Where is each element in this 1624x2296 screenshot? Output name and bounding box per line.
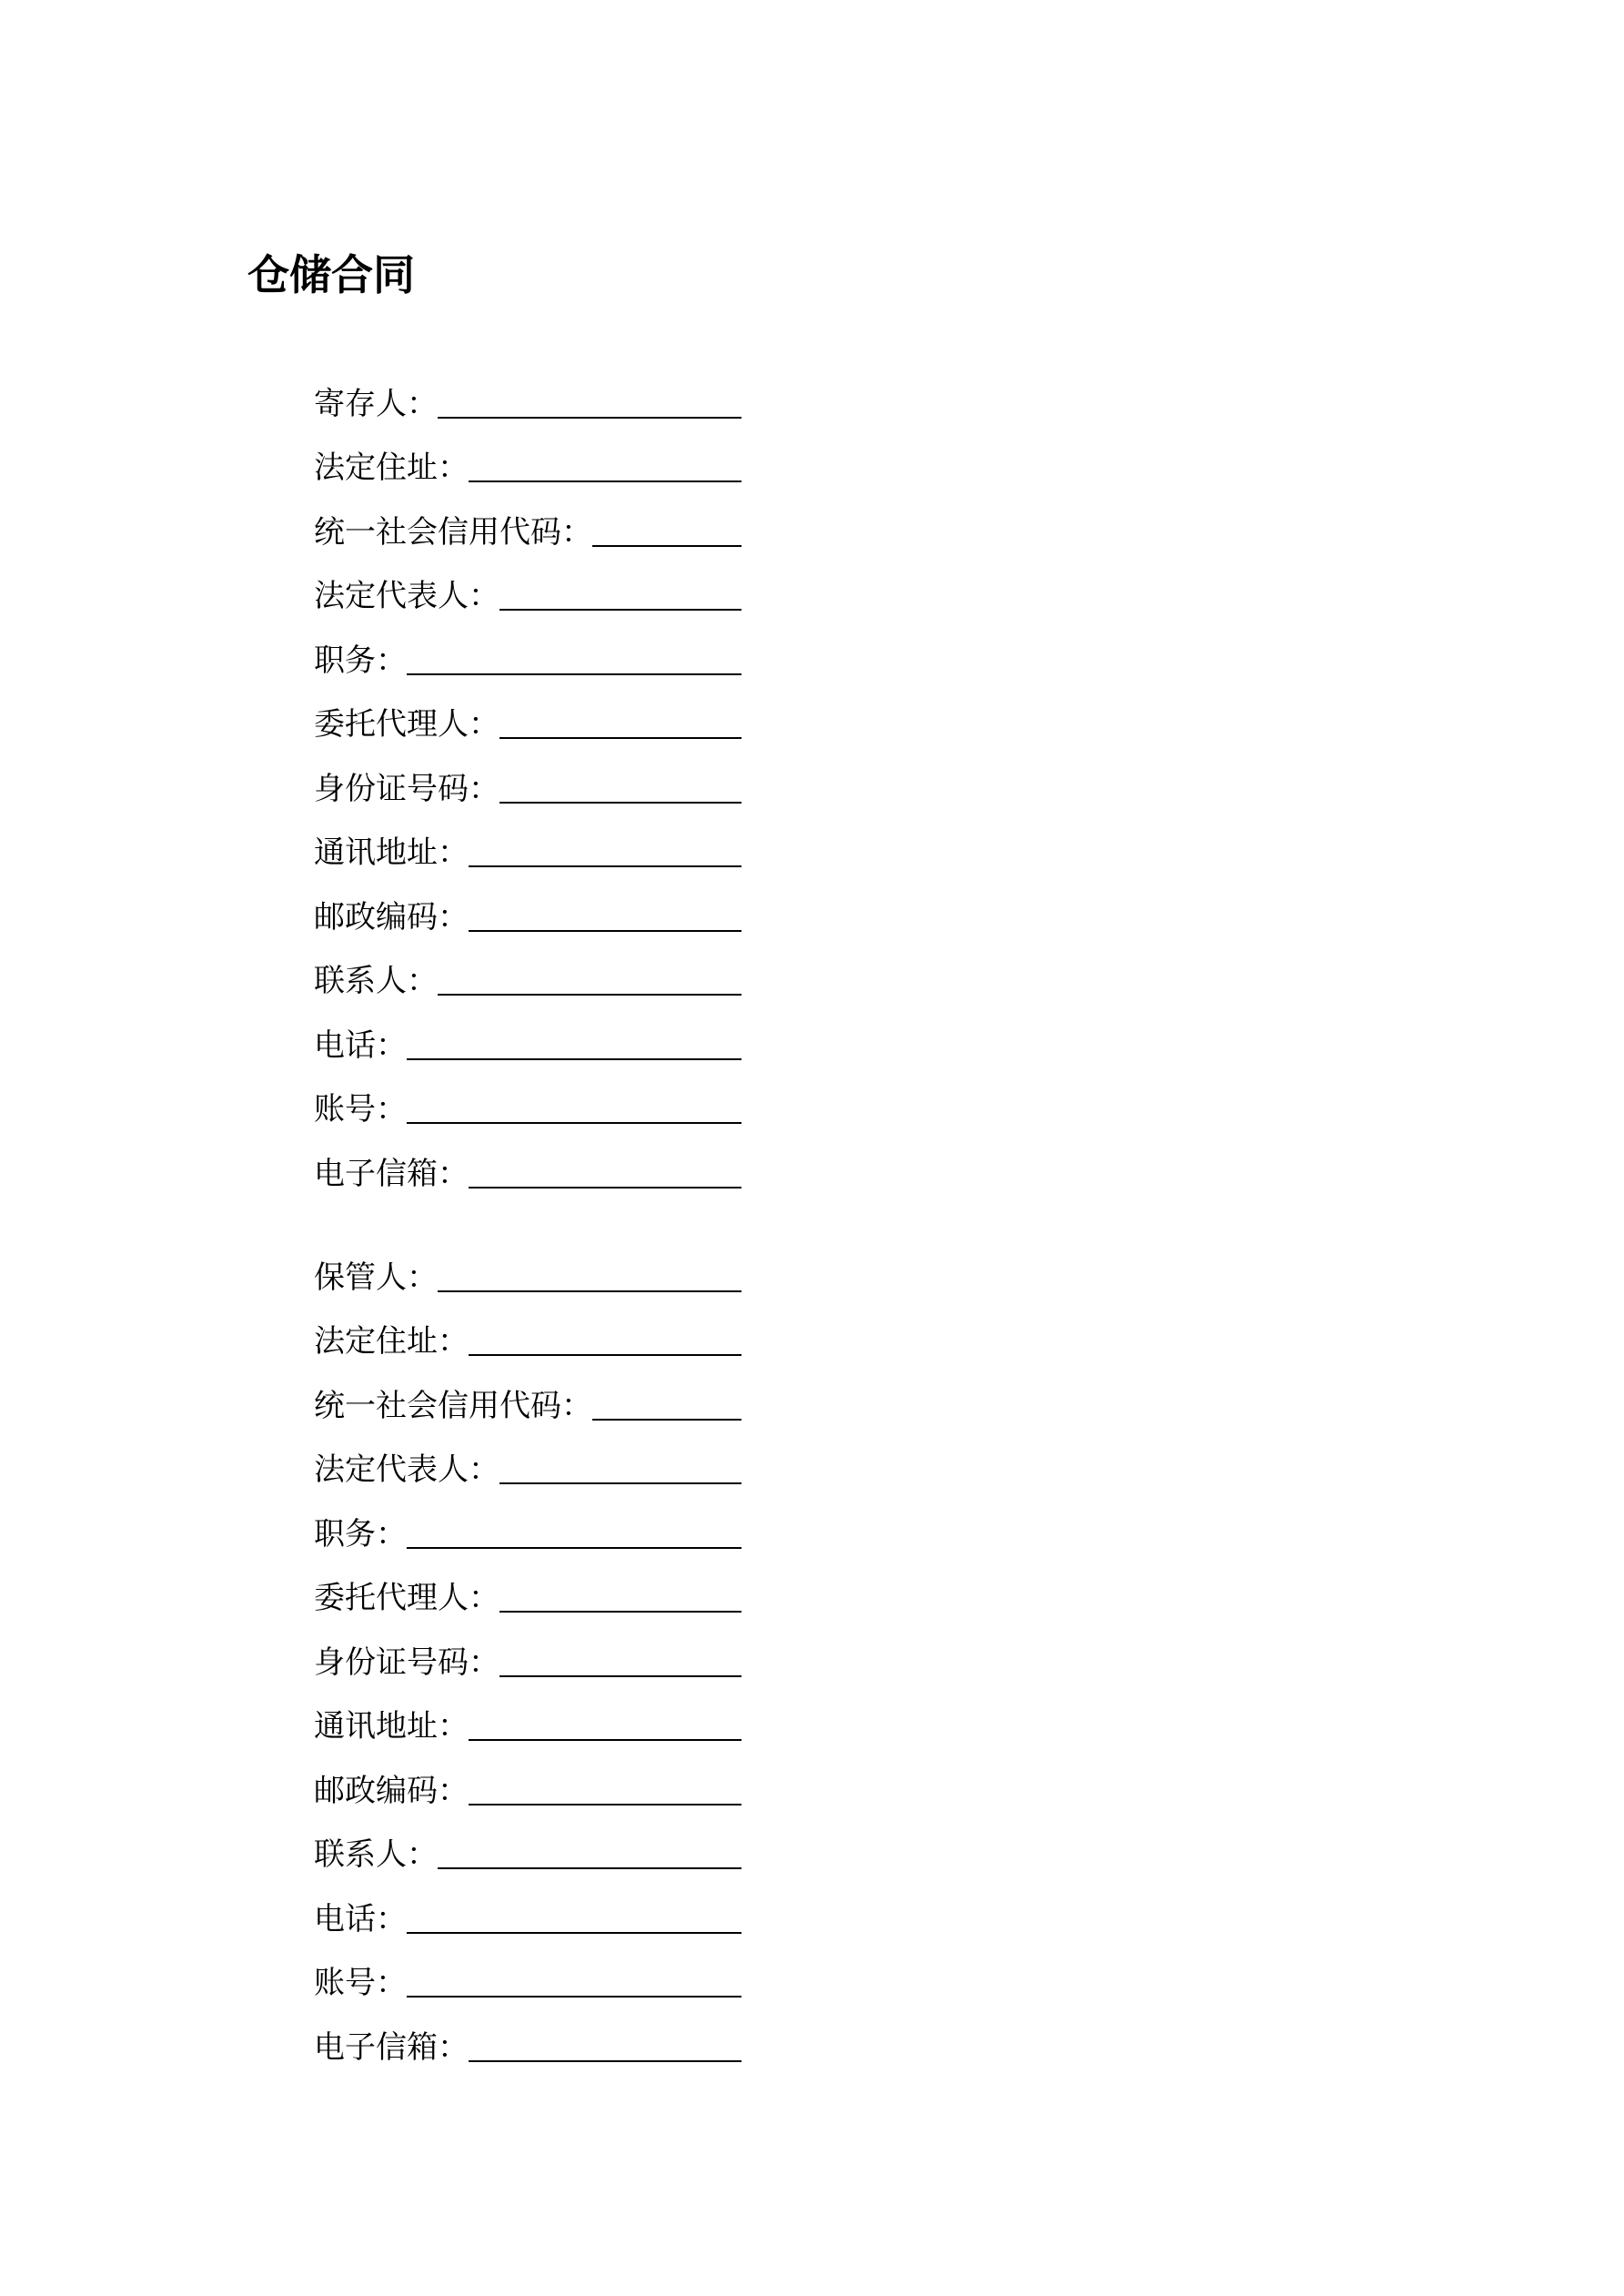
field-label: 法定住址： (314, 1323, 469, 1360)
custodian-mailing-address-field (314, 1692, 741, 1756)
blank-line[interactable] (469, 865, 741, 867)
depositor-postal-code-field (314, 882, 741, 946)
field-label: 保管人： (314, 1259, 438, 1296)
depositor-legal-rep-field (314, 561, 741, 626)
field-label: 电子信箱： (314, 2028, 469, 2066)
field-label: 统一社会信用代码： (314, 1387, 592, 1424)
blank-line[interactable] (407, 1058, 741, 1060)
blank-line[interactable] (469, 1354, 741, 1356)
blank-line[interactable] (438, 1867, 741, 1869)
blank-line[interactable] (438, 994, 741, 996)
field-label: 法定住址： (314, 450, 469, 486)
field-label: 身份证号码： (314, 770, 499, 807)
field-label: 法定代表人： (314, 578, 499, 614)
blank-line[interactable] (407, 673, 741, 675)
custodian-address-field (314, 1307, 741, 1371)
custodian-postal-code-field (314, 1755, 741, 1820)
field-label: 联系人： (314, 963, 438, 999)
blank-line[interactable] (469, 480, 741, 482)
blank-line[interactable] (469, 930, 741, 932)
blank-line[interactable] (499, 1482, 741, 1484)
blank-line[interactable] (469, 1804, 741, 1805)
custodian-legal-rep-field (314, 1435, 741, 1500)
document-title: 仓储合同 (247, 250, 415, 299)
field-label: 委托代理人： (314, 706, 499, 743)
field-label: 电话： (314, 1900, 407, 1937)
depositor-position-field (314, 625, 741, 690)
blank-line[interactable] (592, 1419, 741, 1421)
field-label: 通讯地址： (314, 834, 469, 871)
custodian-phone-field (314, 1884, 741, 1948)
depositor-name-field (314, 369, 741, 433)
blank-line[interactable] (407, 1932, 741, 1934)
blank-line[interactable] (469, 1187, 741, 1188)
field-label: 账号： (314, 1091, 407, 1128)
custodian-email-field (314, 2012, 741, 2077)
custodian-name-field (314, 1242, 741, 1307)
blank-line[interactable] (407, 1122, 741, 1124)
blank-line[interactable] (499, 1675, 741, 1677)
blank-line[interactable] (438, 1290, 741, 1292)
depositor-section (314, 369, 741, 1203)
blank-line[interactable] (407, 1996, 741, 1998)
custodian-contact-field (314, 1820, 741, 1885)
field-label: 委托代理人： (314, 1580, 499, 1616)
blank-line[interactable] (469, 2060, 741, 2062)
custodian-section (314, 1242, 741, 2077)
blank-line[interactable] (499, 737, 741, 739)
field-label: 账号： (314, 1965, 407, 2001)
depositor-agent-field (314, 690, 741, 754)
field-label: 电话： (314, 1027, 407, 1064)
custodian-id-number-field (314, 1627, 741, 1692)
custodian-position-field (314, 1499, 741, 1563)
blank-line[interactable] (438, 417, 741, 419)
depositor-contact-field (314, 946, 741, 1011)
field-label: 职务： (314, 642, 407, 679)
custodian-agent-field (314, 1563, 741, 1628)
depositor-phone-field (314, 1010, 741, 1075)
blank-line[interactable] (499, 802, 741, 804)
blank-line[interactable] (469, 1739, 741, 1741)
blank-line[interactable] (499, 609, 741, 611)
depositor-address-field (314, 433, 741, 498)
depositor-mailing-address-field (314, 818, 741, 883)
depositor-credit-code-field (314, 497, 741, 561)
field-label: 通讯地址： (314, 1708, 469, 1745)
field-label: 邮政编码： (314, 898, 469, 936)
field-label: 统一社会信用代码： (314, 513, 592, 551)
field-label: 职务： (314, 1515, 407, 1553)
blank-line[interactable] (592, 545, 741, 547)
field-label: 法定代表人： (314, 1451, 499, 1488)
blank-line[interactable] (499, 1611, 741, 1613)
custodian-account-field (314, 1948, 741, 2013)
field-label: 邮政编码： (314, 1772, 469, 1809)
field-label: 身份证号码： (314, 1644, 499, 1681)
custodian-credit-code-field (314, 1371, 741, 1435)
depositor-id-number-field (314, 754, 741, 818)
depositor-email-field (314, 1138, 741, 1203)
blank-line[interactable] (407, 1547, 741, 1549)
depositor-account-field (314, 1075, 741, 1139)
field-label: 联系人： (314, 1836, 438, 1873)
field-label: 电子信箱： (314, 1155, 469, 1192)
field-label: 寄存人： (314, 385, 438, 422)
